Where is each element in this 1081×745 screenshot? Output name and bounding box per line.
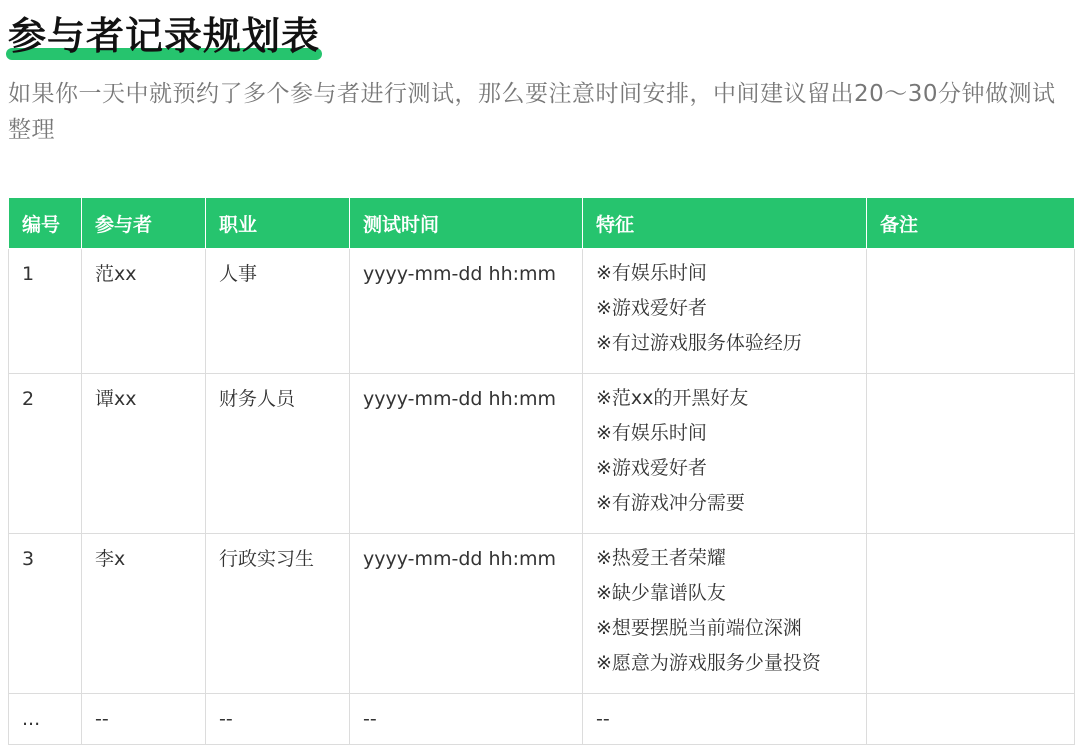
table-row — [9, 374, 1075, 534]
cell-participant: 谭xx — [82, 374, 206, 534]
feature-item: ※愿意为游戏服务少量投资 — [596, 652, 821, 674]
cell-features — [583, 534, 867, 694]
header-job: 职业 — [206, 198, 350, 249]
feature-item: ※范xx的开黑好友 — [596, 387, 749, 409]
feature-item: ※热爱王者荣耀 — [596, 547, 726, 569]
title-wrap — [8, 10, 320, 62]
cell-job: 人事 — [206, 249, 350, 374]
cell-features — [583, 374, 867, 534]
cell-note — [867, 249, 1075, 374]
feature-item: ※想要摆脱当前端位深渊 — [596, 617, 802, 639]
cell-job: 财务人员 — [206, 374, 350, 534]
cell-participant: -- — [82, 694, 206, 745]
table-header-row — [9, 198, 1075, 249]
feature-item: ※有过游戏服务体验经历 — [596, 332, 802, 354]
feature-item: ※缺少靠谱队友 — [596, 582, 726, 604]
cell-job: 行政实习生 — [206, 534, 350, 694]
cell-note — [867, 534, 1075, 694]
table-row — [9, 694, 1075, 745]
cell-time: -- — [350, 694, 583, 745]
cell-time: yyyy-mm-dd hh:mm — [350, 534, 583, 694]
cell-id: ... — [9, 694, 82, 745]
header-features: 特征 — [583, 198, 867, 249]
page-subtitle: 如果你一天中就预约了多个参与者进行测试，那么要注意时间安排，中间建议留出20～30分钟做测试整理 — [8, 81, 1056, 143]
cell-note — [867, 694, 1075, 745]
header-participant: 参与者 — [82, 198, 206, 249]
feature-item: ※游戏爱好者 — [596, 457, 707, 479]
cell-job: -- — [206, 694, 350, 745]
feature-item: ※游戏爱好者 — [596, 297, 707, 319]
cell-id: 2 — [9, 374, 82, 534]
table-row — [9, 249, 1075, 374]
cell-features: -- — [583, 694, 867, 745]
cell-participant: 范xx — [82, 249, 206, 374]
page-title — [8, 10, 320, 62]
table-row — [9, 534, 1075, 694]
cell-id: 3 — [9, 534, 82, 694]
cell-participant: 李x — [82, 534, 206, 694]
cell-id: 1 — [9, 249, 82, 374]
cell-time: yyyy-mm-dd hh:mm — [350, 374, 583, 534]
feature-item: ※有娱乐时间 — [596, 262, 707, 284]
participant-table — [8, 197, 1075, 745]
feature-item: ※有游戏冲分需要 — [596, 492, 745, 514]
cell-time: yyyy-mm-dd hh:mm — [350, 249, 583, 374]
page-title-text: 参与者记录规划表 — [8, 14, 321, 58]
feature-item: ※有娱乐时间 — [596, 422, 707, 444]
header-note: 备注 — [867, 198, 1075, 249]
cell-features — [583, 249, 867, 374]
header-id: 编号 — [9, 198, 82, 249]
header-time: 测试时间 — [350, 198, 583, 249]
cell-note — [867, 374, 1075, 534]
